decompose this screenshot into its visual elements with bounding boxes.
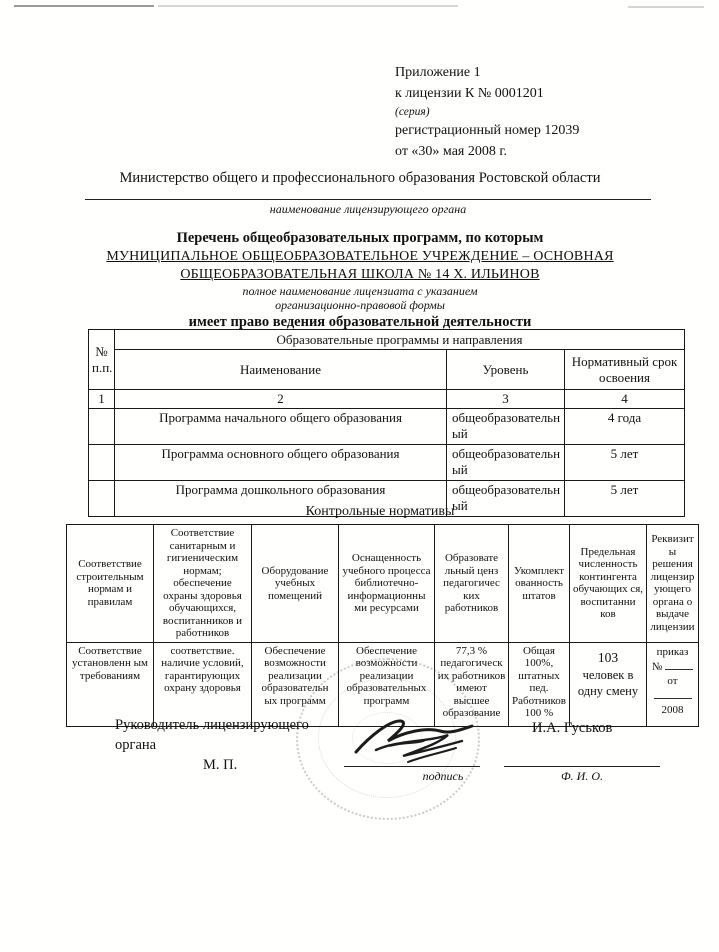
- order-label: приказ: [656, 645, 689, 658]
- program-term-cell: 5 лет: [565, 445, 685, 481]
- scan-artifact-line: [158, 5, 458, 7]
- licensee-caption-line2: организационно-правовой формы: [275, 298, 445, 312]
- program-name-cell: Программа дошкольного образования: [115, 481, 447, 517]
- number-sign-sub: п.п.: [92, 359, 113, 375]
- index-cell: 2: [115, 390, 447, 409]
- contingent-unit: человек в одну смену: [577, 667, 639, 698]
- col-header-number: [89, 330, 115, 390]
- signature-scribble: [346, 708, 488, 770]
- index-cell: 1: [89, 390, 115, 409]
- norm-value-equipment: Обеспечение возможности реализации образовательн ых программ: [252, 642, 339, 726]
- program-level-cell: общеобразовательный: [447, 445, 565, 481]
- scan-artifact-line: [628, 6, 704, 8]
- number-sign: №: [95, 343, 108, 359]
- norm-col-building: Соответствие строительным нормам и правилам: [67, 525, 154, 643]
- norm-col-library: Оснащенность учебного процесса библиотечно-информационны ми ресурсами: [339, 525, 435, 643]
- norm-col-max-contingent: Предельная численность контингента обучающих ся, воспитанни ков: [570, 525, 647, 643]
- row-number-cell: [89, 445, 115, 481]
- norm-value-building: Соответствие установленн ым требованиям: [67, 642, 154, 726]
- norm-value-license-requisites: [647, 642, 699, 726]
- license-number: к лицензии К № 0001201: [395, 86, 544, 101]
- norm-value-staffing: Общая 100%, штатных пед. Работников 100 %: [509, 642, 570, 726]
- document-title-block: [15, 229, 705, 332]
- normatives-title: Контрольные нормативы: [305, 504, 455, 519]
- contingent-count: 103: [597, 649, 619, 665]
- licensee-name-line2: ОБЩЕОБРАЗОВАТЕЛЬНАЯ ШКОЛА № 14 Х. ИЛЬИНОВ: [180, 267, 540, 282]
- index-cell: 4: [565, 390, 685, 409]
- programs-table: [88, 329, 685, 517]
- norm-col-staffing: Укомплект ованность штатов: [509, 525, 570, 643]
- signature-caption: подпись: [422, 769, 464, 783]
- series-caption: (серия): [395, 106, 430, 118]
- order-from-label: от: [667, 674, 678, 687]
- signatory-role-line1: Руководитель лицензирующего: [115, 717, 309, 733]
- table-row: [89, 445, 685, 481]
- document-header: [395, 62, 579, 162]
- order-year: 2008: [661, 703, 684, 716]
- col-header-level: Уровень: [447, 350, 565, 390]
- norm-value-sanitary: соответствие. наличие условий, гарантирующих охрану здоровья: [154, 642, 252, 726]
- order-date-blank: [649, 688, 696, 703]
- program-level-cell: общеобразовательный: [447, 409, 565, 445]
- program-term-cell: 5 лет: [565, 481, 685, 517]
- table-row: [89, 409, 685, 445]
- license-date: от «30» мая 2008 г.: [395, 144, 508, 159]
- norm-value-max-contingent: [570, 642, 647, 726]
- registration-number: регистрационный номер 12039: [395, 123, 580, 138]
- signatory-name: И.А. Гуськов: [532, 720, 613, 736]
- program-term-cell: 4 года: [565, 409, 685, 445]
- licensee-caption-line1: полное наименование лицензиата с указанием: [242, 284, 478, 298]
- fio-line: [504, 766, 660, 767]
- authority-underline: [85, 199, 651, 200]
- norm-col-equipment: Оборудование учебных помещений: [252, 525, 339, 643]
- title-intro: Перечень общеобразовательных программ, по которым: [176, 230, 544, 246]
- licensing-authority-name: Министерство общего и профессионального образования Ростовской области: [119, 170, 601, 186]
- stamp-place-label: М. П.: [203, 757, 238, 773]
- norm-value-teacher-qualification: 77,3 % педагогическ их работников имеют высшее образование: [435, 642, 509, 726]
- norm-col-teacher-qualification: Образовате льный ценз педагогичес ких работников: [435, 525, 509, 643]
- scan-artifact-line: [14, 5, 154, 7]
- norm-col-license-requisites: Реквизит ы решения лицензир ующего органа о выдаче лицензии: [647, 525, 699, 643]
- licensee-name-line1: МУНИЦИПАЛЬНОЕ ОБЩЕОБРАЗОВАТЕЛЬНОЕ УЧРЕЖДЕНИЕ – ОСНОВНАЯ: [106, 249, 614, 264]
- norm-value-library: Обеспечение возможности реализации образовательных программ: [339, 642, 435, 726]
- signatory-role: [115, 715, 309, 755]
- signature-line: [344, 766, 480, 767]
- norm-col-sanitary: Соответствие санитарным и гигиеническим нормам; обеспечение охраны здоровья обучающихся, воспитанников и работников: [154, 525, 252, 643]
- program-name-cell: Программа начального общего образования: [115, 409, 447, 445]
- program-level-cell: общеобразовательный: [447, 481, 565, 517]
- signatory-role-line2: органа: [115, 737, 157, 753]
- rights-statement: имеет право ведения образовательной деятельности: [188, 314, 532, 330]
- col-header-name: Наименование: [115, 350, 447, 390]
- authority-caption: наименование лицензирующего органа: [269, 202, 467, 216]
- appendix-label: Приложение 1: [395, 65, 481, 80]
- group-header-programs: Образовательные программы и направления: [115, 330, 685, 350]
- index-cell: 3: [447, 390, 565, 409]
- col-header-term: Нормативный срок освоения: [565, 350, 685, 390]
- row-number-cell: [89, 409, 115, 445]
- fio-caption: Ф. И. О.: [561, 769, 603, 783]
- order-number-blank: №: [649, 659, 696, 674]
- program-name-cell: Программа основного общего образования: [115, 445, 447, 481]
